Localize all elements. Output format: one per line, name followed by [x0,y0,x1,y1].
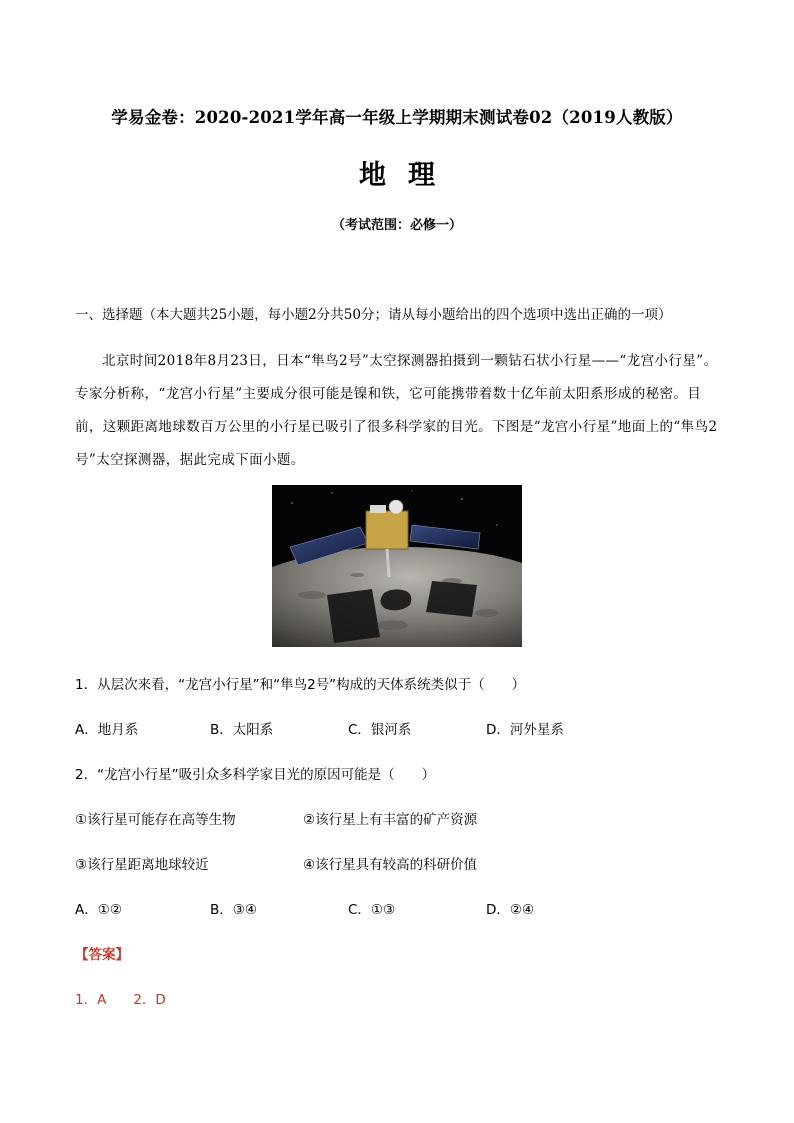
question-1-option-b[interactable]: B．太阳系 [210,722,274,738]
section-heading: 一、选择题（本大题共25小题，每小题2分共50分；请从每小题给出的四个选项中选出正确的一项） [75,307,672,323]
answer-key: 1．A 2．D [75,992,166,1008]
paper-title: 学易金卷：2020-2021学年高一年级上学期期末测试卷02（2019人教版） [111,108,683,127]
hayabusa2-figure [272,485,522,647]
question-2-statement-3: ③该行星距离地球较近 [75,857,209,873]
exam-scope: （考试范围：必修一） [331,218,462,233]
question-1-option-a[interactable]: A．地月系 [75,722,139,738]
question-2-statement-1: ①该行星可能存在高等生物 [75,812,236,828]
subject-title: 地理 [359,160,457,191]
probe-on-asteroid-image [272,485,522,647]
question-2-option-a[interactable]: A．①② [75,902,122,918]
question-2-option-c[interactable]: C．①③ [348,902,396,918]
question-2-option-b[interactable]: B．③④ [210,902,257,918]
question-2-option-d[interactable]: D．②④ [486,902,535,918]
question-1-option-c[interactable]: C．银河系 [348,722,412,738]
question-1-stem: 1．从层次来看，“龙宫小行星”和“隼鸟2号”构成的天体系统类似于（ ） [75,677,526,693]
question-2-statement-4: ④该行星具有较高的科研价值 [303,857,478,873]
question-2-stem: 2．“龙宫小行星”吸引众多科学家目光的原因可能是（ ） [75,767,436,783]
answer-heading: 【答案】 [75,947,129,963]
question-1-option-d[interactable]: D．河外星系 [486,722,564,738]
question-2-statement-2: ②该行星上有丰富的矿产资源 [303,812,478,828]
reading-passage: 北京时间2018年8月23日，日本“隼鸟2号”太空探测器拍摄到一颗钻石状小行星——“龙宫小行星”。专家分析称，“龙宫小行星”主要成分很可能是镍和铁，它可能携带着数十亿年前太阳系形成的秘密。目前，这颗距离地球数百万公里的小行星已吸引了很多科学家的目光。下图是“龙宫小行星”地面上的“隼鸟2号”太空探测器，据此完成下面小题。 [75,353,718,468]
